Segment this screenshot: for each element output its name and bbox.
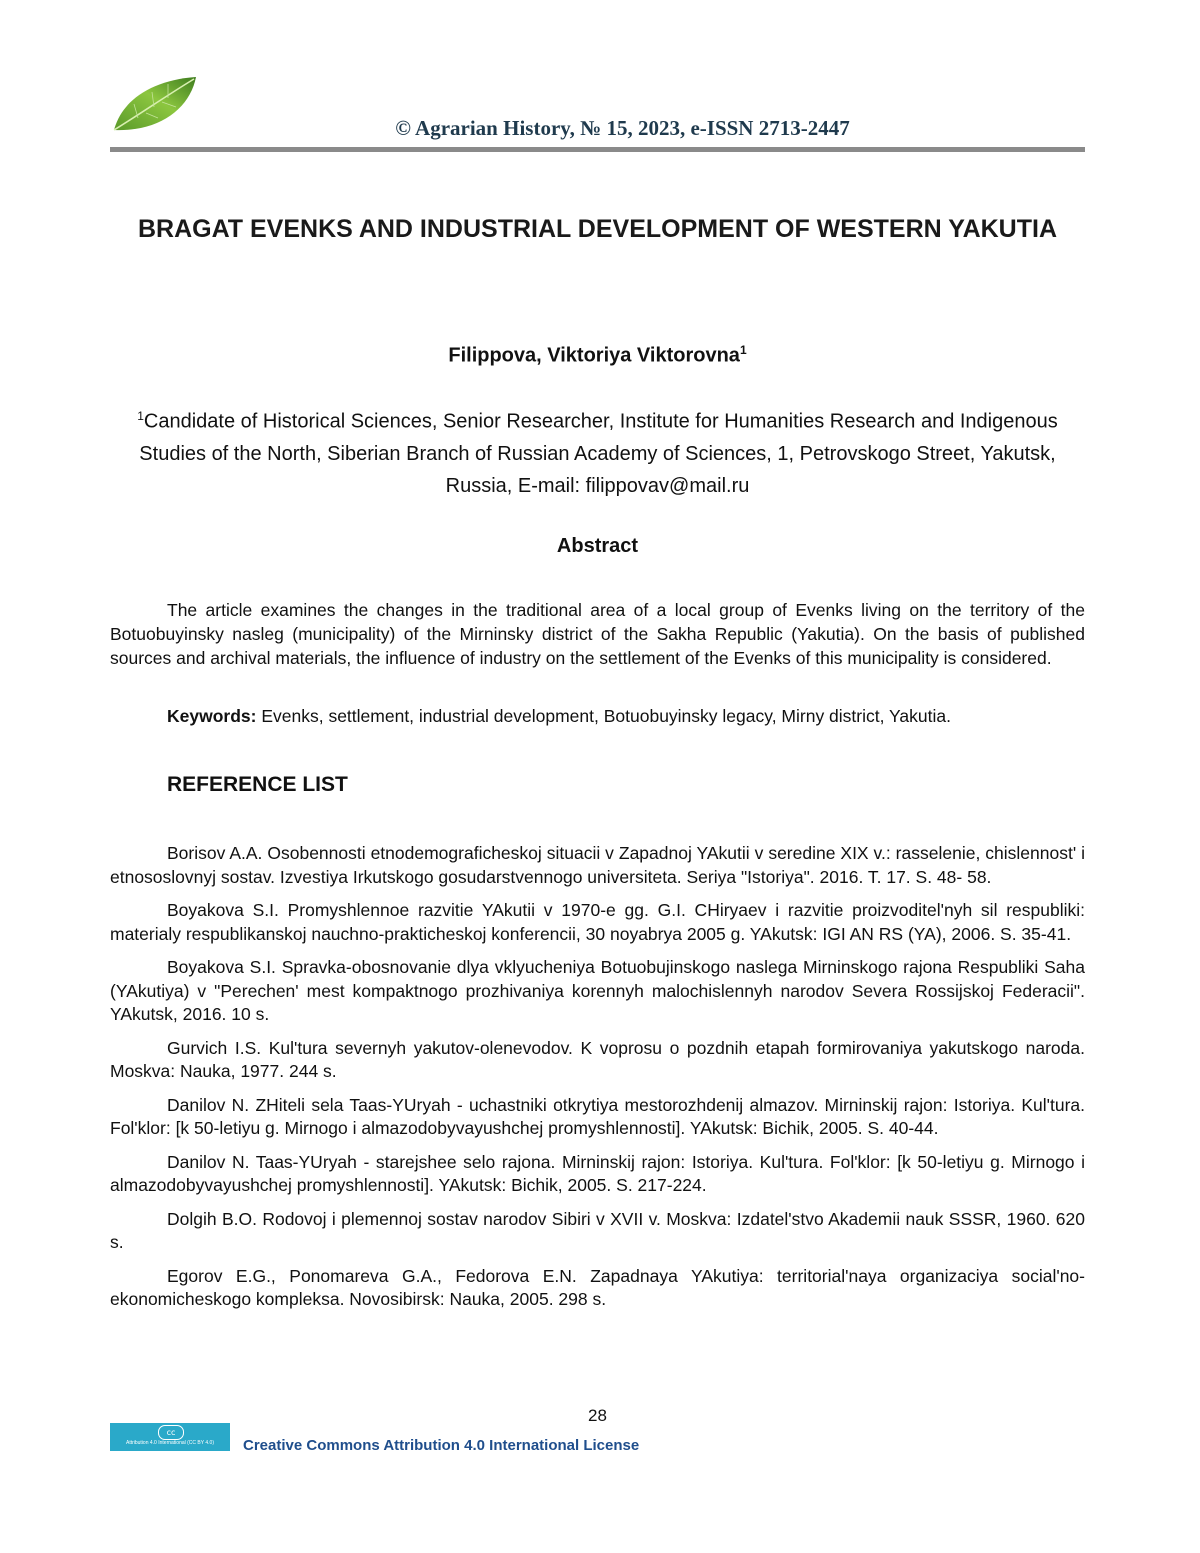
abstract-text: The article examines the changes in the traditional area of a local group of Evenks living on the territory of the Botuobuyinsky nasleg (municipality) of the Mirninsky district of the Sakha Republic (Yakutia). On the basis of published sources and archival materials, the influence of industry on the settlement of the Evenks of this municipality is considered.	[110, 600, 1085, 668]
keywords-label: Keywords:	[167, 706, 257, 726]
reference-item: Danilov N. ZHiteli sela Taas-YUryah - uchastniki otkrytiya mestorozhdenij almazov. Mirninskij rajon: Istoriya. Kul'tura. Fol'klor: [k 50-letiyu g. Mirnogo i almazodobyvayushchej promyshlennosti]. YAkutsk: Bichik, 2005. S. 40-44.	[110, 1094, 1085, 1138]
keywords	[110, 704, 1085, 728]
cc-license-badge[interactable]	[110, 1423, 230, 1451]
article-title	[110, 210, 1085, 248]
reference-item: Borisov A.A. Osobennosti etnodemograficheskoj situacii v Zapadnoj YAkutii v seredine XIX v.: rasselenie, chislennost' i etnososlovnyj sostav. Izvestiya Irkutskogo gosudarstvennogo universiteta. Seriya "Istoriya". 2016. T. 17. S. 48- 58.	[110, 843, 1085, 887]
affiliation-text: Candidate of Historical Sciences, Senior Researcher, Institute for Humanities Research and Indigenous Studies of the North, Siberian Branch of Russian Academy of Sciences, 1, Petrovskogo Street, Yakutsk, Russia, E-mail: filippovav@mail.ru	[139, 410, 1058, 497]
reference-item: Boyakova S.I. Promyshlennoe razvitie YAkutii v 1970-e gg. G.I. CHiryaev i razvitie proizvoditel'nyh sil respubliki: materialy respublikanskoj nauchno-prakticheskoj konferencii, 30 noyabrya 2005 g. YAkutsk: IGI AN RS (YA), 2006. S. 35-41.	[110, 900, 1085, 944]
author-text: Filippova, Viktoriya Viktorovna	[448, 344, 740, 367]
header-rule	[110, 147, 1085, 152]
abstract-heading: Abstract	[556, 535, 639, 557]
reference-item: Dolgih B.O. Rodovoj i plemennoj sostav narodov Sibiri v XVII v. Moskva: Izdatel'stvo Akademii nauk SSSR, 1960. 620 s.	[110, 1208, 1085, 1252]
author-sup: 1	[739, 343, 747, 357]
article-title-text: BRAGAT EVENKS AND INDUSTRIAL DEVELOPMENT OF WESTERN YAKUTIA	[137, 215, 1058, 243]
affiliation-sup: 1	[137, 409, 144, 423]
license-link[interactable]: Creative Commons Attribution 4.0 International License	[243, 1437, 640, 1454]
reference-list	[110, 842, 1085, 1322]
reference-item: Egorov E.G., Ponomareva G.A., Fedorova E.N. Zapadnaya YAkutiya: territorial'naya organizaciya social'no- ekonomicheskogo kompleksa. Novosibirsk: Nauka, 2005. 298 s.	[110, 1265, 1085, 1309]
journal-header: © Agrarian History, № 15, 2023, e-ISSN 2713-2447	[395, 116, 850, 140]
reference-list-heading: REFERENCE LIST	[167, 773, 348, 796]
reference-item: Boyakova S.I. Spravka-obosnovanie dlya vklyucheniya Botuobujinskogo naslega Mirninskogo rajona Respubliki Saha (YAkutiya) v "Perechen' mest kompaktnogo prozhivaniya korennyh malochislennyh narodov Severa Rossijskoj Federacii". YAkutsk, 2016. 10 s.	[110, 957, 1085, 1024]
reference-item: Danilov N. Taas-YUryah - starejshee selo rajona. Mirninskij rajon: Istoriya. Kul'tura. Fol'klor: [k 50-letiyu g. Mirnogo i almazodobyvayushchej promyshlennosti]. YAkutsk: Bichik, 2005. S. 217-224.	[110, 1151, 1085, 1195]
author-affiliation	[110, 400, 1085, 502]
cc-badge-text: Attribution 4.0 International (CC BY 4.0)	[125, 1440, 214, 1446]
page-number: 28	[588, 1406, 607, 1425]
keywords-text: Evenks, settlement, industrial development, Botuobuyinsky legacy, Mirny district, Yakutia.	[256, 706, 951, 726]
author-name	[110, 336, 1085, 370]
reference-item: Gurvich I.S. Kul'tura severnyh yakutov-olenevodov. K voprosu o pozdnih etapah formirovaniya yakutskogo naroda. Moskva: Nauka, 1977. 244 s.	[110, 1037, 1085, 1081]
cc-logo-icon: cc	[158, 1425, 184, 1440]
